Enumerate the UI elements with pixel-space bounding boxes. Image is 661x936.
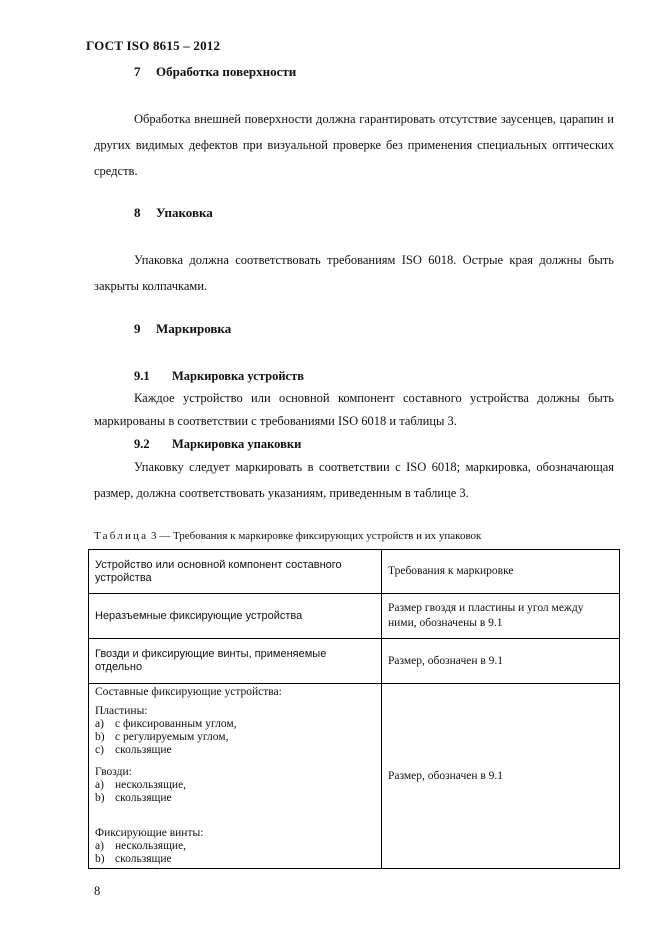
section-8-heading bbox=[134, 205, 213, 221]
section-7-heading bbox=[134, 64, 296, 80]
list-letter: c) bbox=[95, 744, 104, 756]
paragraph-text: Обработка внешней поверхности должна гарантировать отсутствие заусенцев, царапин и других видимых дефектов при визуальной проверке без применения специальных оптических средств. bbox=[94, 112, 614, 178]
section-8-paragraph bbox=[94, 247, 614, 299]
list-item bbox=[95, 731, 375, 744]
section-number: 8 bbox=[134, 205, 141, 220]
compound-devices-cell bbox=[89, 684, 382, 869]
list-text: скользящие bbox=[115, 792, 172, 804]
table-header-row bbox=[89, 550, 620, 594]
page-number: 8 bbox=[94, 884, 101, 898]
list-text: нескользящие, bbox=[115, 840, 187, 852]
subsection-9-2-heading bbox=[134, 437, 301, 452]
table-caption-text: 3 — Требования к маркировке фиксирующих устройств и их упаковок bbox=[148, 530, 482, 542]
section-title: Упаковка bbox=[156, 205, 213, 220]
section-number: 7 bbox=[134, 64, 141, 79]
table-cell: Неразъемные фиксирующие устройства bbox=[89, 594, 382, 639]
paragraph-text: Упаковку следует маркировать в соответствии с ISO 6018; маркировка, обозначающая размер, должна соответствовать указаниям, приведенным в таблице 3. bbox=[94, 460, 614, 500]
list-text: нескользящие, bbox=[115, 779, 187, 791]
table-cell: Размер гвоздя и пластины и угол между ними, обозначены в 9.1 bbox=[382, 594, 620, 639]
subsection-9-2-paragraph bbox=[94, 454, 614, 506]
screws-group bbox=[95, 827, 375, 866]
list-text: с регулируемым углом, bbox=[115, 731, 229, 743]
table-caption bbox=[94, 530, 481, 542]
list-text: с фиксированным углом, bbox=[115, 718, 237, 730]
group-name: Гвозди: bbox=[95, 766, 132, 778]
list-item bbox=[95, 840, 375, 853]
table-row bbox=[89, 594, 620, 639]
table-row bbox=[89, 684, 620, 869]
section-number: 9 bbox=[134, 321, 141, 336]
section-title: Обработка поверхности bbox=[156, 64, 297, 79]
compound-title: Составные фиксирующие устройства: bbox=[95, 686, 282, 698]
subsection-9-1-paragraph bbox=[94, 387, 614, 433]
group-name: Пластины: bbox=[95, 705, 148, 717]
subsection-title: Маркировка упаковки bbox=[172, 437, 302, 451]
subsection-number: 9.1 bbox=[134, 369, 150, 383]
subsection-9-1-heading bbox=[134, 369, 304, 384]
list-item bbox=[95, 779, 375, 792]
table-cell: Размер, обозначен в 9.1 bbox=[382, 639, 620, 684]
list-letter: b) bbox=[95, 731, 105, 743]
list-letter: b) bbox=[95, 792, 105, 804]
marking-requirements-table bbox=[88, 549, 620, 869]
list-text: скользящие bbox=[115, 744, 172, 756]
plates-group bbox=[95, 705, 375, 757]
list-letter: a) bbox=[95, 779, 104, 791]
list-text: скользящие bbox=[115, 853, 172, 865]
table-cell: Размер, обозначен в 9.1 bbox=[382, 684, 620, 869]
table-caption-label: Таблица bbox=[94, 530, 149, 542]
section-9-heading bbox=[134, 321, 231, 337]
subsection-title: Маркировка устройств bbox=[172, 369, 304, 383]
list-item bbox=[95, 853, 375, 866]
paragraph-text: Каждое устройство или основной компонент составного устройства должны быть маркированы в соответствии с требованиями ISO 6018 и таблицы 3. bbox=[94, 391, 614, 428]
list-letter: a) bbox=[95, 840, 104, 852]
list-item bbox=[95, 744, 375, 757]
nails-group bbox=[95, 766, 375, 805]
section-title: Маркировка bbox=[156, 321, 232, 336]
section-7-paragraph bbox=[94, 106, 614, 184]
table-header-cell: Требования к маркировке bbox=[382, 550, 620, 594]
table-header-cell: Устройство или основной компонент составного устройства bbox=[89, 550, 382, 594]
paragraph-text: Упаковка должна соответствовать требованиям ISO 6018. Острые края должны быть закрыты колпачками. bbox=[94, 253, 614, 293]
list-item bbox=[95, 792, 375, 805]
document-header: ГОСТ ISO 8615 – 2012 bbox=[86, 38, 221, 53]
list-letter: a) bbox=[95, 718, 104, 730]
table-cell: Гвозди и фиксирующие винты, применяемые отдельно bbox=[89, 639, 382, 684]
subsection-number: 9.2 bbox=[134, 437, 150, 451]
list-letter: b) bbox=[95, 853, 105, 865]
table-row bbox=[89, 639, 620, 684]
list-item bbox=[95, 718, 375, 731]
group-name: Фиксирующие винты: bbox=[95, 827, 204, 839]
